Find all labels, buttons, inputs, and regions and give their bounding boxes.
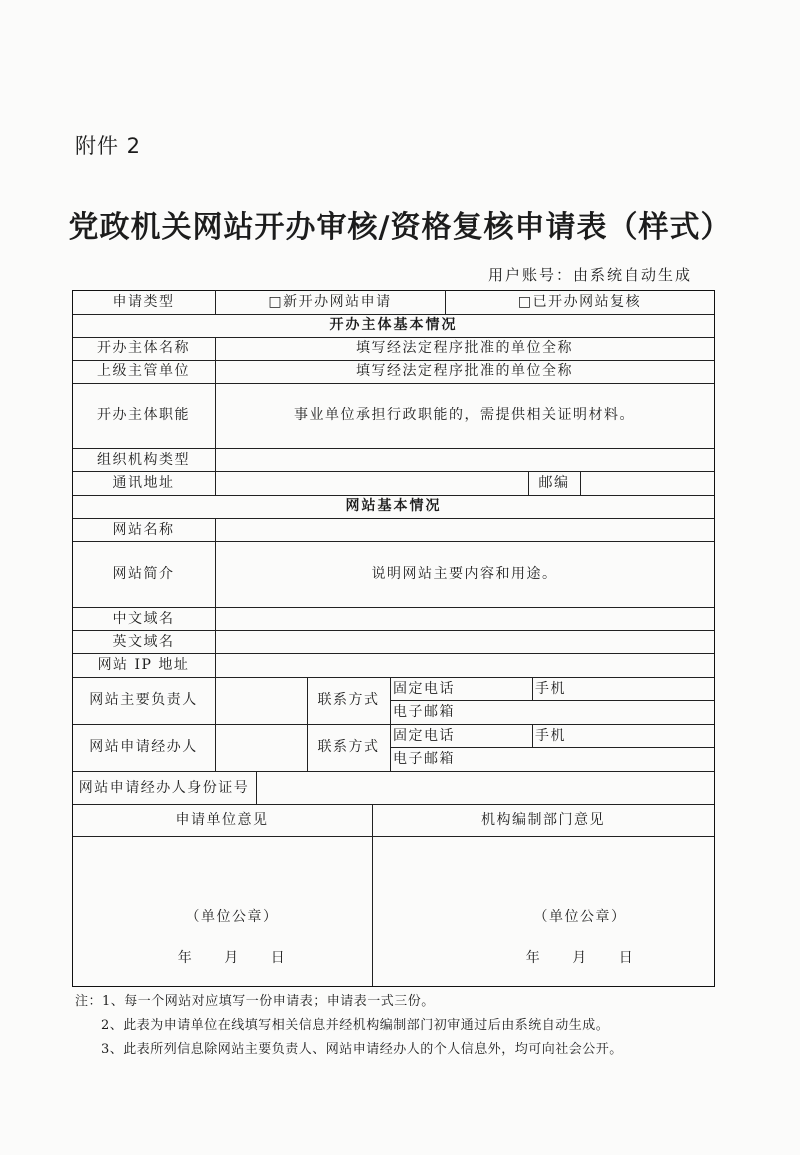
email-label-handler: 电子邮箱 bbox=[393, 751, 455, 767]
attachment-label: 附件 2 bbox=[75, 134, 142, 158]
row-line bbox=[72, 724, 715, 725]
handler-id-field[interactable] bbox=[257, 772, 714, 804]
note-2: 2、此表为申请单位在线填写相关信息并经机构编制部门初审通过后由系统自动生成。 bbox=[101, 1018, 610, 1033]
head-person-label: 网站主要负责人 bbox=[89, 692, 198, 708]
col-line bbox=[532, 677, 533, 701]
handler-field[interactable] bbox=[216, 725, 306, 771]
row-line bbox=[72, 541, 715, 542]
contact-label-handler: 联系方式 bbox=[317, 739, 380, 755]
address-field[interactable] bbox=[216, 472, 527, 494]
address-label: 通讯地址 bbox=[112, 475, 175, 491]
note-1: 注：1、每一个网站对应填写一份申请表；申请表一式三份。 bbox=[75, 994, 435, 1009]
handler-id-label: 网站申请经办人身份证号 bbox=[78, 780, 250, 796]
superior-unit-label: 上级主管单位 bbox=[97, 363, 190, 379]
table-border-bottom bbox=[72, 986, 715, 987]
section-entity-heading: 开办主体基本情况 bbox=[329, 317, 458, 333]
ip-address-field[interactable] bbox=[216, 654, 714, 676]
en-domain-label: 英文域名 bbox=[112, 634, 175, 650]
head-person-field[interactable] bbox=[216, 678, 306, 724]
site-intro-field[interactable]: 说明网站主要内容和用途。 bbox=[371, 566, 558, 582]
mobile-label-handler: 手机 bbox=[535, 728, 566, 744]
mobile-label-head: 手机 bbox=[535, 681, 566, 697]
applicant-date: 年 月 日 bbox=[177, 950, 287, 966]
col-line bbox=[532, 724, 533, 748]
org-opinion-heading: 机构编制部门意见 bbox=[481, 812, 605, 828]
row-line bbox=[72, 383, 715, 384]
row-line bbox=[72, 677, 715, 678]
row-line bbox=[390, 747, 715, 748]
site-name-label: 网站名称 bbox=[112, 522, 175, 538]
postcode-label: 邮编 bbox=[538, 475, 570, 491]
row-line bbox=[72, 836, 715, 837]
entity-name-field[interactable]: 填写经法定程序批准的单位全称 bbox=[356, 340, 573, 356]
table-border-right bbox=[714, 290, 715, 987]
org-date: 年 月 日 bbox=[525, 950, 635, 966]
entity-function-field[interactable]: 事业单位承担行政职能的，需提供相关证明材料。 bbox=[294, 407, 635, 423]
applicant-opinion-heading: 申请单位意见 bbox=[175, 812, 269, 828]
postcode-field[interactable] bbox=[581, 472, 714, 494]
cn-domain-label: 中文域名 bbox=[112, 611, 175, 627]
landline-label-head: 固定电话 bbox=[393, 681, 455, 697]
form-title: 党政机关网站开办审核/资格复核申请表（样式） bbox=[68, 210, 732, 245]
site-intro-label: 网站简介 bbox=[112, 566, 175, 582]
entity-name-label: 开办主体名称 bbox=[97, 340, 190, 356]
entity-function-label: 开办主体职能 bbox=[97, 407, 190, 423]
superior-unit-field[interactable]: 填写经法定程序批准的单位全称 bbox=[356, 363, 573, 379]
en-domain-field[interactable] bbox=[216, 631, 714, 653]
ip-address-label: 网站 IP 地址 bbox=[97, 657, 190, 673]
handler-label: 网站申请经办人 bbox=[89, 739, 198, 755]
section-site-heading: 网站基本情况 bbox=[345, 498, 442, 514]
org-seal: （单位公章） bbox=[533, 909, 627, 925]
col-line bbox=[390, 677, 391, 771]
option-new-site[interactable]: □新开办网站申请 bbox=[268, 294, 392, 310]
applicant-seal: （单位公章） bbox=[185, 909, 279, 925]
org-type-field[interactable] bbox=[216, 449, 714, 471]
contact-label-head: 联系方式 bbox=[317, 692, 380, 708]
table-border-top bbox=[72, 290, 715, 291]
user-account-note: 用户账号：由系统自动生成 bbox=[488, 266, 693, 284]
email-label-head: 电子邮箱 bbox=[393, 704, 455, 720]
org-type-label: 组织机构类型 bbox=[97, 452, 190, 468]
note-3: 3、此表所列信息除网站主要负责人、网站申请经办人的个人信息外，均可向社会公开。 bbox=[101, 1042, 623, 1057]
option-recheck-site[interactable]: □已开办网站复核 bbox=[517, 294, 642, 310]
footnotes bbox=[75, 990, 623, 1062]
landline-label-handler: 固定电话 bbox=[393, 728, 455, 744]
cn-domain-field[interactable] bbox=[216, 608, 714, 630]
row-line bbox=[72, 804, 715, 805]
site-name-field[interactable] bbox=[216, 519, 714, 541]
apply-type-label: 申请类型 bbox=[112, 294, 175, 310]
row-line bbox=[390, 700, 715, 701]
